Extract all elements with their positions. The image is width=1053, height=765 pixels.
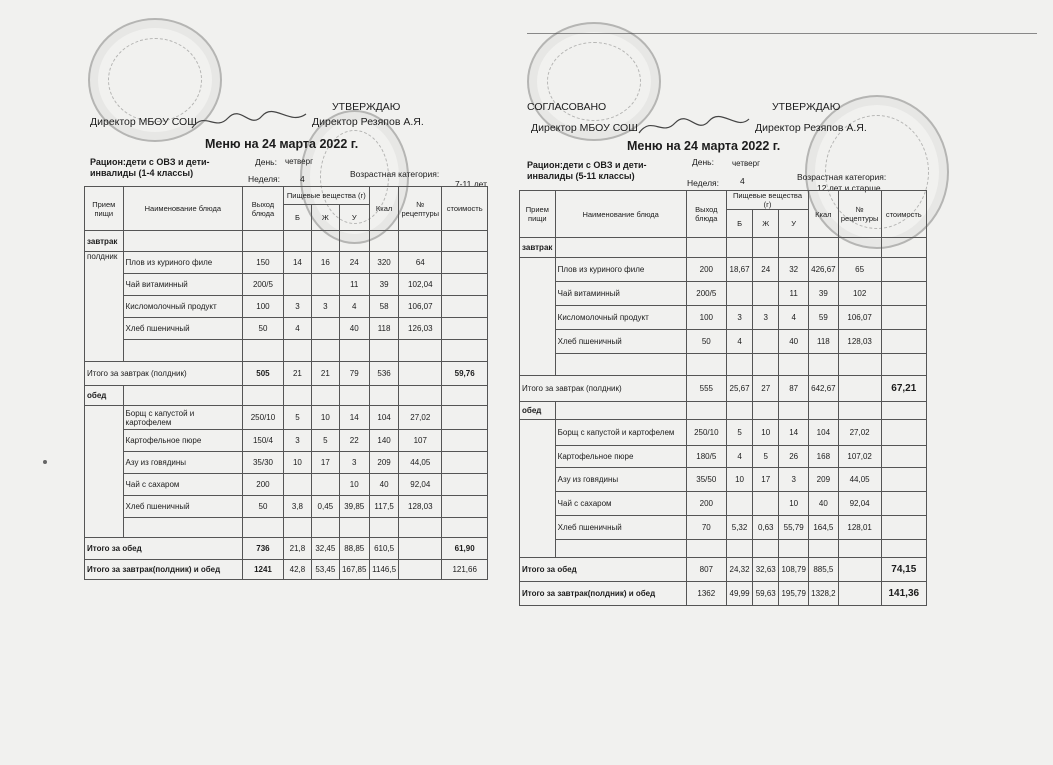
dish-zh: 17: [312, 452, 339, 474]
dish-name: Кисломолочный продукт: [123, 296, 243, 318]
dish-cost: [442, 318, 488, 340]
dish-recipe: 126,03: [399, 318, 442, 340]
dish-zh: [753, 492, 779, 516]
dish-kcal: 320: [369, 252, 398, 274]
dish-zh: 17: [753, 468, 779, 492]
dish-yield: 100: [243, 296, 284, 318]
dish-cost: [881, 306, 926, 330]
dish-yield: 200: [243, 474, 284, 496]
dish-kcal: 104: [809, 420, 839, 446]
col-kcal: Ккал: [369, 187, 398, 231]
total-b: 21: [283, 362, 311, 386]
dish-recipe: 64: [399, 252, 442, 274]
grand-kcal: 1146,5: [369, 560, 398, 580]
dish-yield: 35/50: [686, 468, 726, 492]
dish-recipe: 107: [399, 430, 442, 452]
dish-b: 10: [726, 468, 752, 492]
dish-recipe: 128,01: [838, 516, 881, 540]
grand-u: 167,85: [339, 560, 369, 580]
dish-yield: 200/5: [686, 282, 726, 306]
dish-name: Азу из говядины: [123, 452, 243, 474]
meal-breakfast: завтрак: [85, 231, 124, 252]
dish-cost: [442, 406, 488, 430]
dish-cost: [881, 330, 926, 354]
dish-recipe: 65: [838, 258, 881, 282]
menu-table-left: [84, 186, 488, 580]
dish-u: 4: [339, 296, 369, 318]
dish-zh: 5: [753, 446, 779, 468]
dish-zh: 16: [312, 252, 339, 274]
dish-recipe: 92,04: [399, 474, 442, 496]
age-label: Возрастная категория:: [350, 169, 440, 179]
dish-b: 14: [283, 252, 311, 274]
total-b: 25,67: [726, 376, 752, 402]
dish-zh: 0,45: [312, 496, 339, 518]
dish-name: Хлеб пшеничный: [555, 330, 686, 354]
dish-name: Чай витаминный: [123, 274, 243, 296]
dish-zh: 24: [753, 258, 779, 282]
dish-u: 10: [779, 492, 809, 516]
dish-cost: [442, 296, 488, 318]
total-cost: 59,76: [442, 362, 488, 386]
dish-yield: 50: [243, 318, 284, 340]
menu-table-right: [519, 190, 927, 606]
grand-recipe: [838, 582, 881, 606]
dish-recipe: 102,04: [399, 274, 442, 296]
signature-right: [637, 113, 752, 141]
dish-zh: 10: [312, 406, 339, 430]
dish-name: Хлеб пшеничный: [555, 516, 686, 540]
dish-b: 4: [726, 446, 752, 468]
dish-name: Борщ с капустой и картофелем: [555, 420, 686, 446]
dish-u: 55,79: [779, 516, 809, 540]
total-recipe: [838, 376, 881, 402]
col-zh: Ж: [753, 210, 779, 238]
dish-name: Азу из говядины: [555, 468, 686, 492]
col-recipe: № рецептуры: [838, 191, 881, 238]
meal-lunch: обед: [520, 402, 556, 420]
dish-b: 3: [283, 296, 311, 318]
dish-u: 40: [779, 330, 809, 354]
day-value: четверг: [732, 159, 760, 168]
col-dish: Наименование блюда: [123, 187, 243, 231]
dish-b: [726, 282, 752, 306]
dish-u: 22: [339, 430, 369, 452]
dish-b: 10: [283, 452, 311, 474]
signature-left: [190, 108, 310, 136]
col-u: У: [339, 205, 369, 231]
col-b: Б: [283, 205, 311, 231]
dish-u: 3: [339, 452, 369, 474]
col-recipe: № рецептуры: [399, 187, 442, 231]
dish-recipe: 106,07: [838, 306, 881, 330]
dish-b: 3: [726, 306, 752, 330]
dish-b: 18,67: [726, 258, 752, 282]
dish-name: Картофельное пюре: [555, 446, 686, 468]
dish-yield: 200/5: [243, 274, 284, 296]
menu-title: Меню на 24 марта 2022 г.: [205, 137, 359, 151]
dish-b: 5: [283, 406, 311, 430]
meal-snack: полдник: [85, 252, 124, 362]
ration-label: Рацион:дети с ОВЗ и дети-инвалиды (5-11 классы): [527, 160, 647, 181]
dish-u: 10: [339, 474, 369, 496]
dish-yield: 250/10: [243, 406, 284, 430]
total-kcal: 536: [369, 362, 398, 386]
dish-cost: [442, 252, 488, 274]
director-name-label: Директор Резяпов А.Я.: [755, 122, 867, 134]
dish-cost: [881, 446, 926, 468]
dish-u: 26: [779, 446, 809, 468]
dish-b: [726, 492, 752, 516]
dish-cost: [881, 282, 926, 306]
age-value: 12 лет и старше: [817, 183, 881, 193]
col-cost: стоимость: [881, 191, 926, 238]
dish-yield: 200: [686, 492, 726, 516]
dish-u: 24: [339, 252, 369, 274]
dish-yield: 50: [686, 330, 726, 354]
dish-zh: [312, 318, 339, 340]
week-value: 4: [740, 176, 745, 186]
total-u: 87: [779, 376, 809, 402]
total-cost: 61,90: [442, 538, 488, 560]
col-meal: Прием пищи: [520, 191, 556, 238]
dish-recipe: 44,05: [838, 468, 881, 492]
dish-yield: 100: [686, 306, 726, 330]
grand-u: 195,79: [779, 582, 809, 606]
total-yield: 807: [686, 558, 726, 582]
dish-zh: 10: [753, 420, 779, 446]
dish-zh: [753, 282, 779, 306]
week-value: 4: [300, 174, 305, 184]
dish-recipe: 107,02: [838, 446, 881, 468]
dish-name: Чай витаминный: [555, 282, 686, 306]
dish-yield: 150/4: [243, 430, 284, 452]
dish-u: 14: [339, 406, 369, 430]
day-value: четверг: [285, 157, 313, 166]
dish-recipe: 128,03: [838, 330, 881, 354]
col-b: Б: [726, 210, 752, 238]
director-name-label: Директор Резяпов А.Я.: [312, 116, 424, 128]
dish-yield: 150: [243, 252, 284, 274]
dish-name: Картофельное пюре: [123, 430, 243, 452]
dish-kcal: 104: [369, 406, 398, 430]
day-label: День:: [692, 157, 714, 167]
total-u: 108,79: [779, 558, 809, 582]
dish-b: 5,32: [726, 516, 752, 540]
col-nutrients: Пищевые вещества (г): [726, 191, 808, 210]
dish-recipe: 102: [838, 282, 881, 306]
dish-u: 40: [339, 318, 369, 340]
dish-name: Хлеб пшеничный: [123, 496, 243, 518]
lunch-total-label: Итого за обед: [520, 558, 687, 582]
dish-zh: [312, 274, 339, 296]
total-kcal: 610,5: [369, 538, 398, 560]
dish-u: 39,85: [339, 496, 369, 518]
dish-name: Кисломолочный продукт: [555, 306, 686, 330]
dish-cost: [881, 468, 926, 492]
dish-b: [283, 274, 311, 296]
dish-cost: [442, 274, 488, 296]
meal-breakfast: завтрак: [520, 238, 556, 258]
total-recipe: [399, 538, 442, 560]
dish-zh: 3: [312, 296, 339, 318]
grand-cost: 141,36: [881, 582, 926, 606]
dish-b: 4: [283, 318, 311, 340]
dish-kcal: 117,5: [369, 496, 398, 518]
dish-b: 3,8: [283, 496, 311, 518]
dish-u: 11: [779, 282, 809, 306]
dish-name: Чай с сахаром: [555, 492, 686, 516]
grand-total-label: Итого за завтрак(полдник) и обед: [520, 582, 687, 606]
col-yield: Выход блюда: [686, 191, 726, 238]
dish-kcal: 118: [369, 318, 398, 340]
dish-yield: 180/5: [686, 446, 726, 468]
dish-cost: [442, 474, 488, 496]
total-recipe: [838, 558, 881, 582]
total-u: 79: [339, 362, 369, 386]
col-dish: Наименование блюда: [555, 191, 686, 238]
dish-kcal: 140: [369, 430, 398, 452]
age-label: Возрастная категория:: [797, 172, 887, 182]
dish-cost: [442, 430, 488, 452]
breakfast-total-label: Итого за завтрак (полдник): [85, 362, 243, 386]
col-cost: стоимость: [442, 187, 488, 231]
dish-cost: [881, 516, 926, 540]
total-zh: 32,63: [753, 558, 779, 582]
dish-u: 11: [339, 274, 369, 296]
scan-dot: [43, 460, 47, 464]
dish-kcal: 40: [809, 492, 839, 516]
grand-kcal: 1328,2: [809, 582, 839, 606]
dish-recipe: 27,02: [838, 420, 881, 446]
approved-label: УТВЕРЖДАЮ: [332, 101, 401, 113]
total-b: 24,32: [726, 558, 752, 582]
total-zh: 32,45: [312, 538, 339, 560]
dish-cost: [881, 420, 926, 446]
dish-u: 3: [779, 468, 809, 492]
dish-name: Хлеб пшеничный: [123, 318, 243, 340]
dish-recipe: 44,05: [399, 452, 442, 474]
col-yield: Выход блюда: [243, 187, 284, 231]
dish-kcal: 209: [369, 452, 398, 474]
dish-name: Борщ с капустой и картофелем: [123, 406, 243, 430]
dish-u: 14: [779, 420, 809, 446]
dish-cost: [881, 258, 926, 282]
approved-label: УТВЕРЖДАЮ: [772, 101, 841, 113]
grand-cost: 121,66: [442, 560, 488, 580]
day-label: День:: [255, 157, 277, 167]
col-zh: Ж: [312, 205, 339, 231]
dish-kcal: 39: [369, 274, 398, 296]
total-zh: 21: [312, 362, 339, 386]
grand-zh: 59,63: [753, 582, 779, 606]
dish-name: Плов из куриного филе: [123, 252, 243, 274]
total-kcal: 642,67: [809, 376, 839, 402]
dish-kcal: 39: [809, 282, 839, 306]
dish-zh: 5: [312, 430, 339, 452]
grand-recipe: [399, 560, 442, 580]
dish-b: [283, 474, 311, 496]
director-school-label: Директор МБОУ СОШ: [90, 116, 197, 128]
dish-u: 32: [779, 258, 809, 282]
dish-kcal: 426,67: [809, 258, 839, 282]
dish-recipe: 27,02: [399, 406, 442, 430]
dish-name: Плов из куриного филе: [555, 258, 686, 282]
week-label: Неделя:: [687, 178, 720, 188]
menu-page-right: [522, 0, 1053, 765]
dish-kcal: 168: [809, 446, 839, 468]
dish-kcal: 164,5: [809, 516, 839, 540]
week-label: Неделя:: [248, 174, 281, 184]
total-recipe: [399, 362, 442, 386]
dish-cost: [881, 492, 926, 516]
dish-yield: 70: [686, 516, 726, 540]
grand-b: 49,99: [726, 582, 752, 606]
menu-page-left: [0, 0, 526, 765]
dish-kcal: 40: [369, 474, 398, 496]
dish-zh: 0,63: [753, 516, 779, 540]
meal-lunch: обед: [85, 386, 124, 406]
col-kcal: Ккал: [809, 191, 839, 238]
col-meal: Прием пищи: [85, 187, 124, 231]
dish-recipe: 92,04: [838, 492, 881, 516]
total-yield: 555: [686, 376, 726, 402]
dish-yield: 35/30: [243, 452, 284, 474]
dish-yield: 250/10: [686, 420, 726, 446]
total-zh: 27: [753, 376, 779, 402]
agreed-label: СОГЛАСОВАНО: [527, 101, 607, 113]
total-yield: 505: [243, 362, 284, 386]
grand-yield: 1362: [686, 582, 726, 606]
ration-label: Рацион:дети с ОВЗ и дети-инвалиды (1-4 классы): [90, 157, 210, 178]
dish-kcal: 58: [369, 296, 398, 318]
dish-recipe: 106,07: [399, 296, 442, 318]
dish-zh: [312, 474, 339, 496]
grand-total-label: Итого за завтрак(полдник) и обед: [85, 560, 243, 580]
dish-zh: [753, 330, 779, 354]
dish-yield: 200: [686, 258, 726, 282]
dish-b: 5: [726, 420, 752, 446]
total-yield: 736: [243, 538, 284, 560]
age-value: 7-11 лет: [454, 179, 487, 189]
total-cost: 74,15: [881, 558, 926, 582]
dish-cost: [442, 496, 488, 518]
menu-title: Меню на 24 марта 2022 г.: [627, 139, 781, 153]
lunch-total-label: Итого за обед: [85, 538, 243, 560]
total-b: 21,8: [283, 538, 311, 560]
col-nutrients: Пищевые вещества (г): [283, 187, 369, 205]
total-kcal: 885,5: [809, 558, 839, 582]
grand-b: 42,8: [283, 560, 311, 580]
dish-b: 3: [283, 430, 311, 452]
grand-zh: 53,45: [312, 560, 339, 580]
total-cost: 67,21: [881, 376, 926, 402]
dish-kcal: 209: [809, 468, 839, 492]
dish-name: Чай с сахаром: [123, 474, 243, 496]
dish-cost: [442, 452, 488, 474]
grand-yield: 1241: [243, 560, 284, 580]
dish-u: 4: [779, 306, 809, 330]
dish-b: 4: [726, 330, 752, 354]
dish-recipe: 128,03: [399, 496, 442, 518]
director-school-label: Директор МБОУ СОШ: [531, 122, 638, 134]
dish-zh: 3: [753, 306, 779, 330]
dish-kcal: 118: [809, 330, 839, 354]
dish-yield: 50: [243, 496, 284, 518]
col-u: У: [779, 210, 809, 238]
total-u: 88,85: [339, 538, 369, 560]
dish-kcal: 59: [809, 306, 839, 330]
breakfast-total-label: Итого за завтрак (полдник): [520, 376, 687, 402]
